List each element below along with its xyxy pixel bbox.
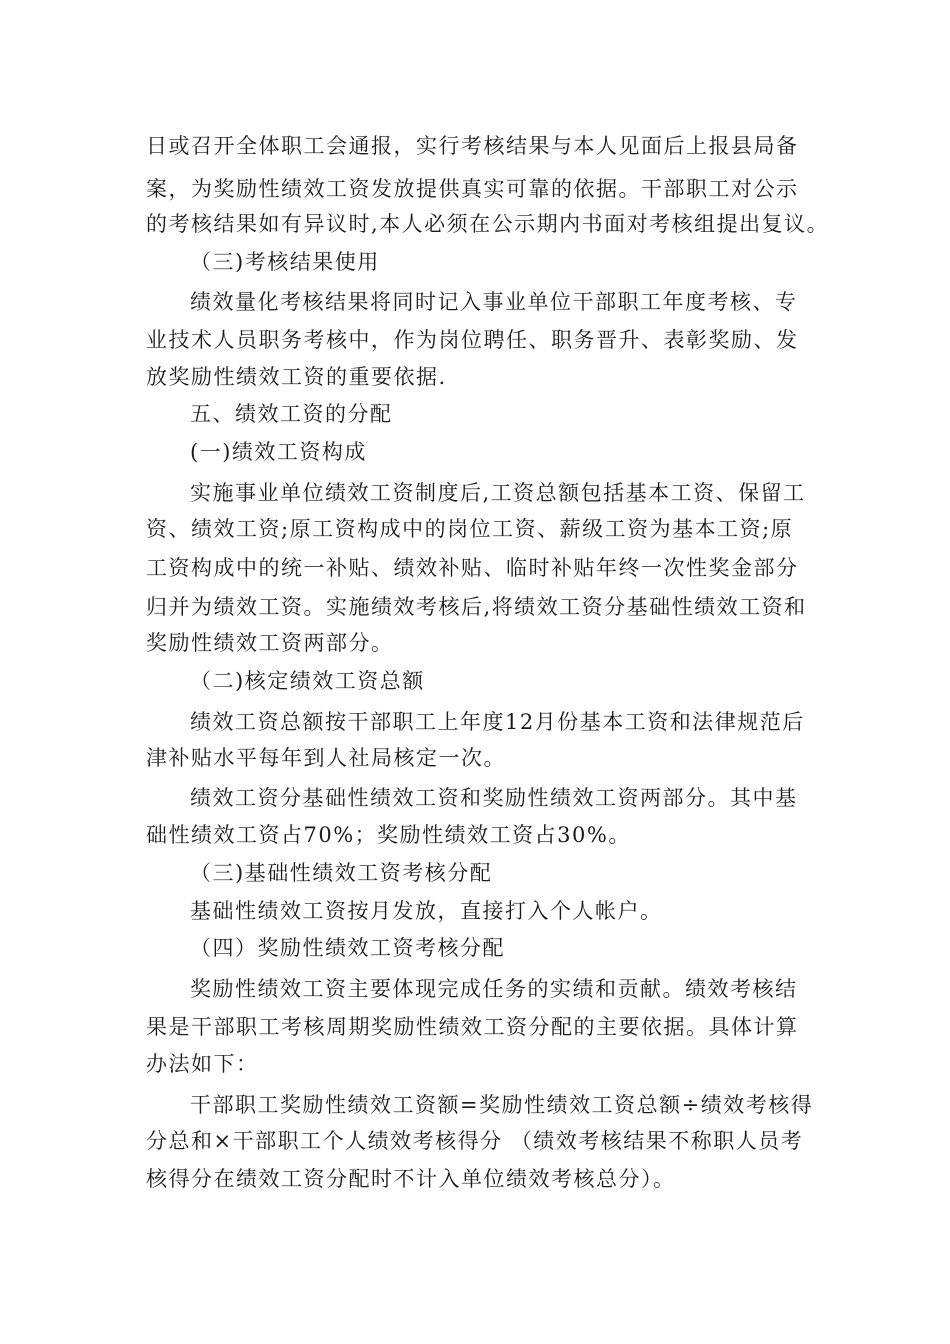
paragraph-line: 放奖励性绩效工资的重要依据.: [146, 365, 447, 389]
paragraph-line: 基础性绩效工资按月发放，直接打入个人帐户。: [190, 899, 663, 923]
paragraph-line: 奖励性绩效工资两部分。: [146, 631, 394, 655]
paragraph-line: 案，为奖励性绩效工资发放提供真实可靠的依据。干部职工对公示: [146, 177, 799, 201]
paragraph-line: 础性绩效工资占70%；奖励性绩效工资占30%。: [146, 823, 631, 847]
paragraph-line: 日或召开全体职工会通报，实行考核结果与本人见面后上报县局备: [146, 134, 799, 158]
paragraph-line: 资、绩效工资;原工资构成中的岗位工资、薪级工资为基本工资;原: [146, 517, 794, 541]
paragraph-line: 津补贴水平每年到人社局核定一次。: [146, 746, 506, 770]
paragraph-line: 的考核结果如有异议时,本人必须在公示期内书面对考核组提出复议。: [146, 212, 830, 236]
paragraph-line: 分总和×干部职工个人绩效考核得分 （绩效考核结果不称职人员考: [146, 1129, 804, 1153]
paragraph-line: 办法如下：: [146, 1052, 259, 1076]
paragraph-line: 归并为绩效工资。实施绩效考核后,将绩效工资分基础性绩效工资和: [146, 595, 807, 619]
section-heading: （三)考核结果使用: [190, 250, 380, 274]
section-heading: （三)基础性绩效工资考核分配: [190, 861, 493, 885]
paragraph-line: 奖励性绩效工资主要体现完成任务的实绩和贡献。绩效考核结: [190, 977, 798, 1001]
paragraph-line: 绩效工资分基础性绩效工资和奖励性绩效工资两部分。其中基: [190, 786, 798, 810]
paragraph-line: 业技术人员职务考核中，作为岗位聘任、职务晋升、表彰奖励、发: [146, 328, 799, 352]
section-heading: （二)核定绩效工资总额: [190, 669, 425, 693]
paragraph-line: 干部职工奖励性绩效工资额=奖励性绩效工资总额÷绩效考核得: [190, 1093, 814, 1117]
section-heading: (一)绩效工资构成: [190, 440, 367, 464]
section-heading: 五、绩效工资的分配: [190, 402, 393, 426]
paragraph-line: 绩效工资总额按干部职工上年度12月份基本工资和法律规范后: [190, 710, 805, 734]
paragraph-line: 核得分在绩效工资分配时不计入单位绩效考核总分）。: [146, 1167, 676, 1191]
paragraph-line: 果是干部职工考核周期奖励性绩效工资分配的主要依据。具体计算: [146, 1015, 799, 1039]
paragraph-line: 工资构成中的统一补贴、绩效补贴、临时补贴年终一次性奖金部分: [146, 556, 799, 580]
section-heading: （四）奖励性绩效工资考核分配: [190, 936, 505, 960]
paragraph-line: 绩效量化考核结果将同时记入事业单位干部职工年度考核、专: [190, 290, 798, 314]
paragraph-line: 实施事业单位绩效工资制度后,工资总额包括基本工资、保留工: [190, 481, 806, 505]
